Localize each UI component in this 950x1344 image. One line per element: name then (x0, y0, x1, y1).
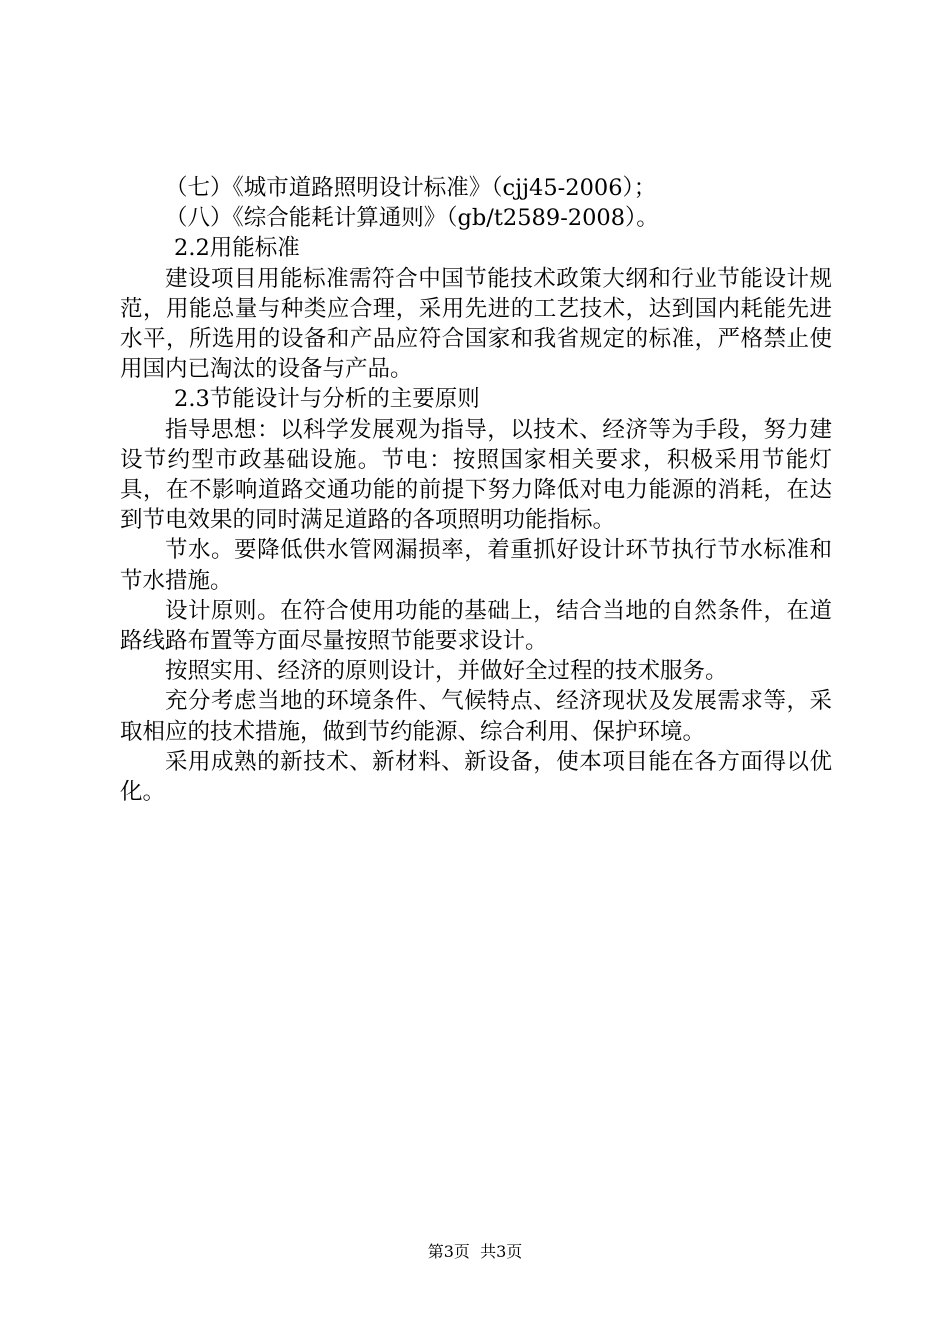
page-number: 第3页 共3页 (427, 1242, 523, 1261)
paragraph-design-principle: 设计原则。在符合使用功能的基础上，结合当地的自然条件，在道路线路布置等方面尽量按照节能要求设计。 (120, 597, 832, 655)
paragraph-water-saving: 节水。要降低供水管网漏损率，着重抓好设计环节执行节水标准和节水措施。 (120, 537, 832, 594)
page-footer (0, 1242, 950, 1262)
paragraph-local-conditions: 充分考虑当地的环境条件、气候特点、经济现状及发展需求等，采取相应的技术措施，做到节约能源、综合利用、保护环境。 (120, 688, 832, 745)
paragraph-practical-design: 按照实用、经济的原则设计，并做好全过程的技术服务。 (165, 658, 728, 685)
section-heading-2-2: 2.2用能标准 (174, 235, 300, 262)
paragraph-standard-8: （八）《综合能耗计算通则》（gb/t2589-2008）。 (165, 205, 659, 232)
paragraph-energy-standard: 建设项目用能标准需符合中国节能技术政策大纲和行业节能设计规范，用能总量与种类应合理，采用先进的工艺技术，达到国内耗能先进水平，所选用的设备和产品应符合国家和我省规定的标准，严格禁止使用国内已淘汰的设备与产品。 (120, 265, 832, 383)
paragraph-guiding-idea: 指导思想：以科学发展观为指导，以技术、经济等为手段，努力建设节约型市政基础设施。节电：按照国家相关要求，积极采用节能灯具，在不影响道路交通功能的前提下努力降低对电力能源的消耗，在达到节电效果的同时满足道路的各项照明功能指标。 (120, 416, 832, 534)
section-heading-2-3: 2.3节能设计与分析的主要原则 (174, 386, 480, 413)
paragraph-standard-7: （七）《城市道路照明设计标准》（cjj45-2006）； (165, 175, 657, 201)
document-body (120, 173, 832, 807)
paragraph-new-technology: 采用成熟的新技术、新材料、新设备，使本项目能在各方面得以优化。 (120, 748, 832, 806)
